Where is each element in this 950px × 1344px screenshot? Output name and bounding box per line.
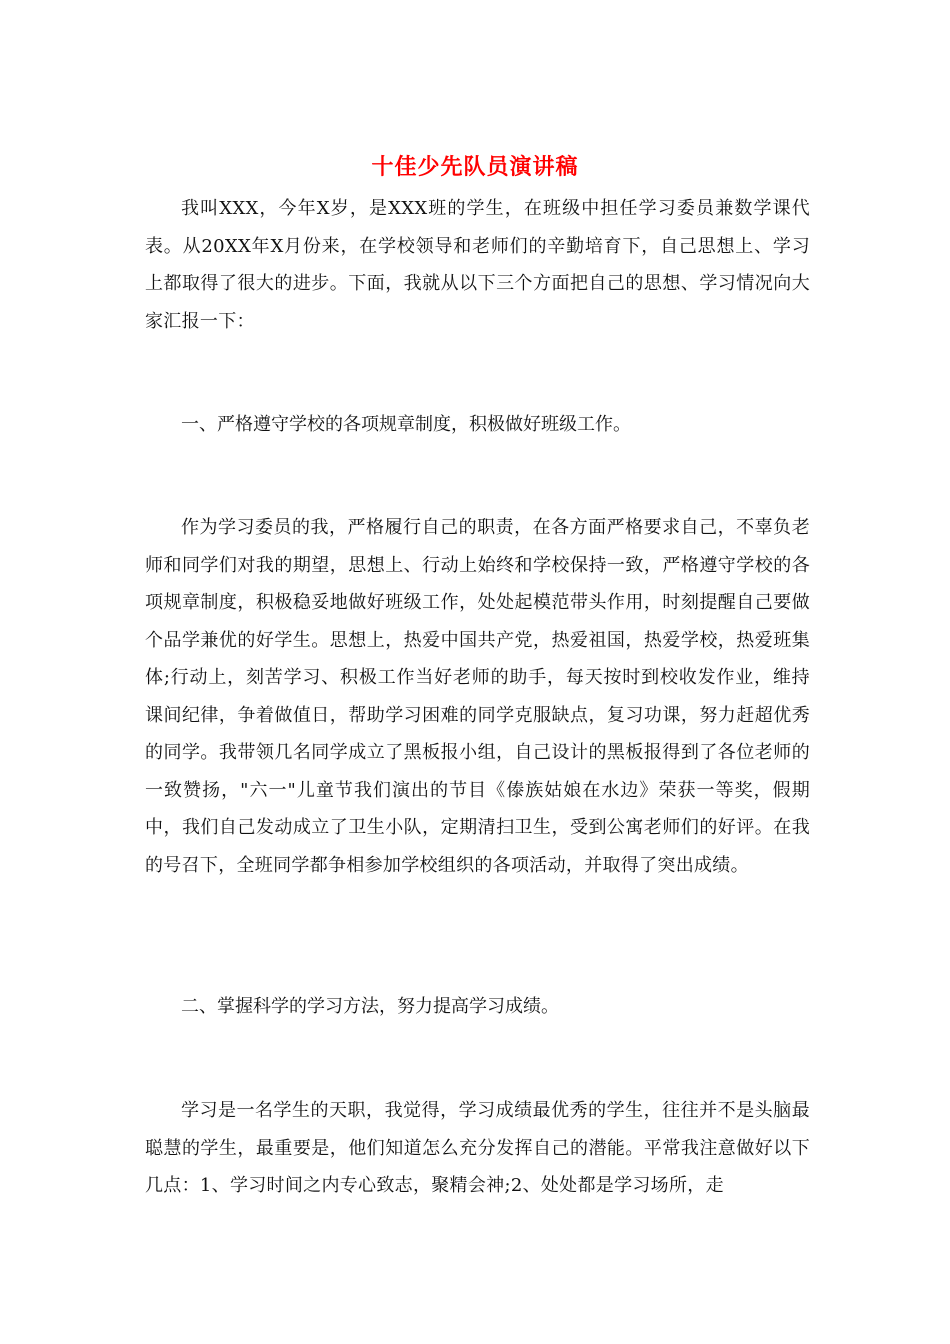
document-title: 十佳少先队员演讲稿 — [371, 154, 579, 180]
section-two-paragraph: 学习是一名学生的天职，我觉得，学习成绩最优秀的学生，往往并不是头脑最聪慧的学生，最重要是，他们知道怎么充分发挥自己的潜能。平常我注意做好以下几点：1、学习时间之内专心致志，聚精会神;2、处处都是学习场所，走 — [145, 1100, 810, 1196]
section-two-heading: 二、掌握科学的学习方法，努力提高学习成绩。 — [181, 996, 559, 1017]
intro-paragraph: 我叫XXX，今年X岁，是XXX班的学生，在班级中担任学习委员兼数学课代表。从20XX年X月份来，在学校领导和老师们的辛勤培育下，自己思想上、学习上都取得了很大的进步。下面，我就从以下三个方面把自己的思想、学习情况向大家汇报一下： — [145, 198, 810, 332]
section-one-heading: 一、严格遵守学校的各项规章制度，积极做好班级工作。 — [181, 414, 631, 435]
section-one-paragraph: 作为学习委员的我，严格履行自己的职责，在各方面严格要求自己，不辜负老师和同学们对我的期望，思想上、行动上始终和学校保持一致，严格遵守学校的各项规章制度，积极稳妥地做好班级工作，处处起模范带头作用，时刻提醒自己要做个品学兼优的好学生。思想上，热爱中国共产党，热爱祖国，热爱学校，热爱班集体;行动上，刻苦学习、积极工作当好老师的助手，每天按时到校收发作业，维持课间纪律，争着做值日，帮助学习困难的同学克服缺点，复习功课，努力赶超优秀的同学。我带领几名同学成立了黑板报小组，自己设计的黑板报得到了各位老师的一致赞扬，"六一"儿童节我们演出的节目《傣族姑娘在水边》荣获一等奖，假期中，我们自己发动成立了卫生小队，定期清扫卫生，受到公寓老师们的好评。在我的号召下，全班同学都争相参加学校组织的各项活动，并取得了突出成绩。 — [145, 517, 810, 876]
